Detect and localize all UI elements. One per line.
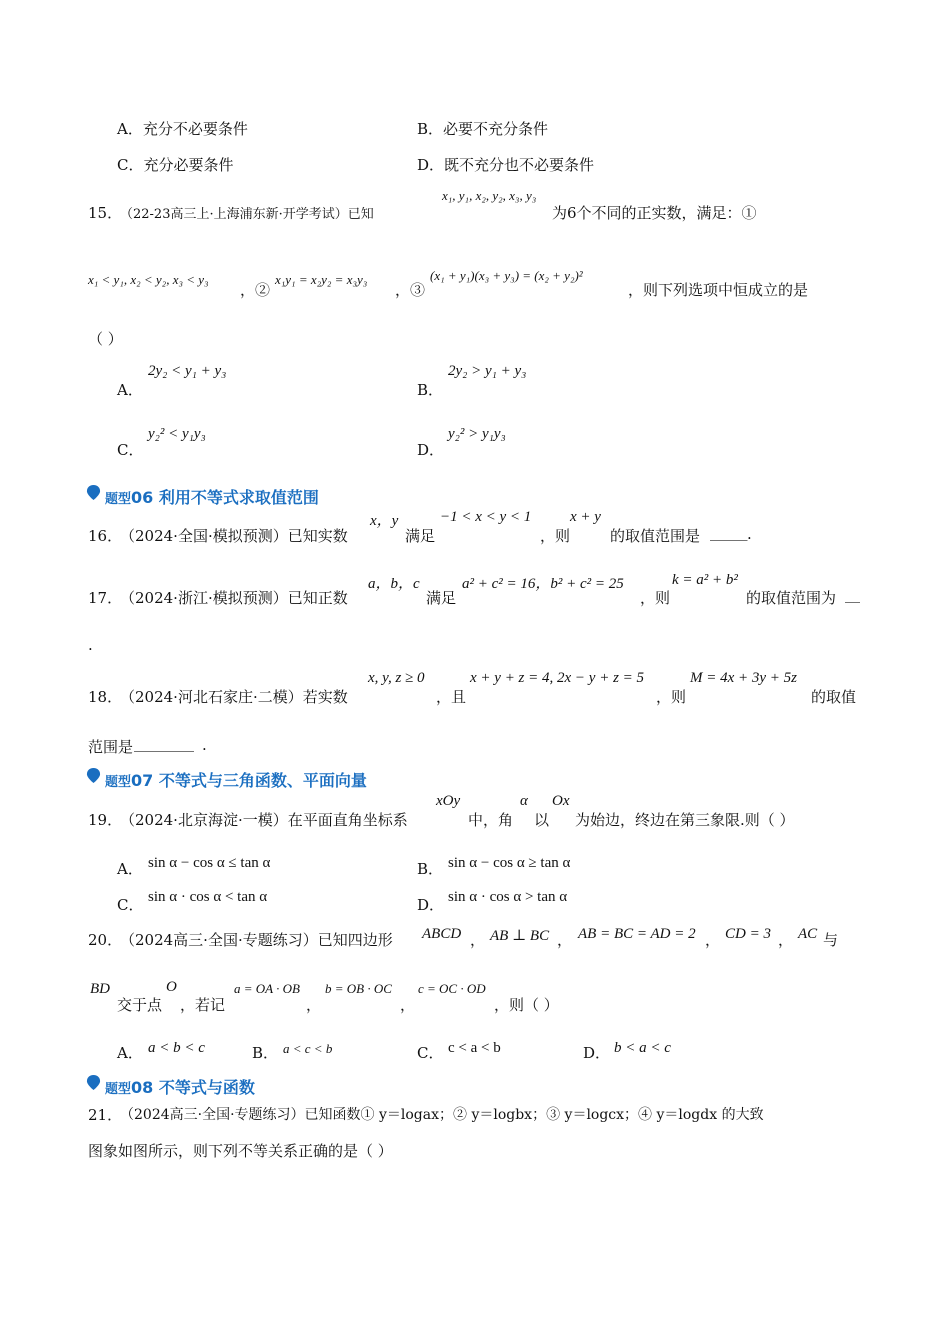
q19-option-c: sin α · cos α < tan α bbox=[148, 889, 268, 905]
q19-option-c-label: C． bbox=[117, 896, 144, 914]
q18-t2: ，则 bbox=[656, 688, 687, 706]
q15-cond1: x₁ < y₁, x₂ < y₂, x₃ < y₃ bbox=[88, 272, 209, 287]
q15-option-a: 2y₂ < y₁ + y₃ bbox=[148, 363, 227, 379]
q19-option-d: sin α · cos α > tan α bbox=[448, 889, 568, 905]
q14-option-b: B．必要不充分条件 bbox=[417, 120, 549, 138]
q20-t1: 与 bbox=[823, 931, 839, 949]
q17-end: . bbox=[88, 636, 93, 654]
q14-option-a: A．充分不必要条件 bbox=[117, 120, 248, 138]
q19-source: （2024·北京海淀·一模）在平面直角坐标系 bbox=[120, 811, 408, 829]
q15-cond3: (x₁ + y₁)(x₃ + y₃) = (x₂ + y₂)² bbox=[430, 268, 583, 283]
q20-option-d-label: D． bbox=[583, 1044, 611, 1062]
q16-cond: −1 < x < y < 1 bbox=[440, 509, 532, 525]
q20-t4: ，则（ ） bbox=[494, 996, 559, 1014]
q19-number: 19． bbox=[88, 811, 123, 829]
q20-comma-4: ， bbox=[778, 931, 794, 949]
q20-option-d: b < a < c bbox=[614, 1040, 671, 1056]
q16-t2: ，则 bbox=[540, 527, 571, 545]
q19-alpha: α bbox=[520, 793, 528, 809]
q17-number: 17． bbox=[88, 589, 123, 607]
q16-expr: x + y bbox=[570, 509, 601, 525]
q16-blank: _____ bbox=[710, 523, 748, 541]
q21-line2: 图象如图所示，则下列不等关系正确的是（ ） bbox=[88, 1142, 393, 1160]
q15-paren: （ ） bbox=[88, 330, 123, 348]
q19-option-b: sin α − cos α ≥ tan α bbox=[448, 855, 571, 871]
q20-source: （2024高三·全国·专题练习）已知四边形 bbox=[120, 931, 393, 949]
q18-blank: ________ bbox=[134, 734, 194, 752]
q17-t3: 的取值范围为 bbox=[746, 589, 837, 607]
q18-cond: x + y + z = 4, 2x − y + z = 5 bbox=[470, 670, 645, 686]
q19-option-d-label: D． bbox=[417, 896, 445, 914]
q17-source: （2024·浙江·模拟预测）已知正数 bbox=[120, 589, 348, 607]
q18-number: 18． bbox=[88, 688, 123, 706]
q20-option-a: a < b < c bbox=[148, 1040, 205, 1056]
q18-vars: x, y, z ≥ 0 bbox=[368, 670, 425, 686]
q15-option-b-label: B． bbox=[417, 381, 444, 399]
q20-option-b-label: B． bbox=[252, 1044, 279, 1062]
section-06-prefix: 题型 bbox=[105, 492, 132, 507]
q15-option-d: y₂² > y₁y₃ bbox=[448, 426, 506, 442]
q15-circle2: ，② bbox=[240, 281, 271, 299]
q16-number: 16． bbox=[88, 527, 123, 545]
q19-ox: Ox bbox=[552, 793, 570, 809]
section-08-prefix: 题型 bbox=[105, 1082, 132, 1097]
q14-option-d: D．既不充分也不必要条件 bbox=[417, 156, 595, 174]
section-08-heading bbox=[105, 1075, 255, 1098]
q15-source: （22-23高三上·上海浦东新·开学考试）已知 bbox=[120, 207, 374, 222]
q18-expr: M = 4x + 3y + 5z bbox=[690, 670, 798, 686]
q20-c3: CD = 3 bbox=[725, 926, 771, 942]
q19-option-a: sin α − cos α ≤ tan α bbox=[148, 855, 271, 871]
q15-vars: x₁, y₁, x₂, y₂, x₃, y₃ bbox=[442, 188, 537, 203]
section-08-title: 08 不等式与函数 bbox=[131, 1078, 255, 1097]
q20-c: c = OC · OD bbox=[418, 981, 486, 996]
q15-option-c-label: C． bbox=[117, 441, 144, 459]
q20-c1: AB ⊥ BC bbox=[490, 928, 550, 944]
q14-option-c: C．充分必要条件 bbox=[117, 156, 234, 174]
q20-c2: AB = BC = AD = 2 bbox=[578, 926, 696, 942]
q20-option-c-label: C． bbox=[417, 1044, 444, 1062]
q17-t2: ，则 bbox=[640, 589, 671, 607]
q17-vars: a，b，c bbox=[368, 576, 420, 592]
q20-comma-6: ， bbox=[400, 996, 416, 1014]
q18-t3: 的取值 bbox=[811, 688, 857, 706]
q19-option-a-label: A． bbox=[117, 860, 143, 878]
q16-end: . bbox=[747, 525, 752, 543]
q20-t2: 交于点 bbox=[117, 996, 163, 1014]
q17-t1: 满足 bbox=[426, 589, 457, 607]
q18-t1: ，且 bbox=[436, 688, 467, 706]
q17-blank: __ bbox=[845, 585, 860, 603]
section-07-title: 07 不等式与三角函数、平面向量 bbox=[131, 771, 367, 790]
q19-option-b-label: B． bbox=[417, 860, 444, 878]
q16-t3: 的取值范围是 bbox=[610, 527, 701, 545]
q20-t3: ，若记 bbox=[180, 996, 226, 1014]
q20-c4: AC bbox=[798, 926, 818, 942]
section-07-prefix: 题型 bbox=[105, 775, 132, 790]
q20-option-a-label: A． bbox=[117, 1044, 143, 1062]
q16-vars: x，y bbox=[370, 513, 399, 529]
q15-option-d-label: D． bbox=[417, 441, 445, 459]
q20-option-b: a < c < b bbox=[283, 1041, 333, 1056]
location-pin-icon bbox=[86, 485, 101, 500]
q19-t3: 为始边，终边在第三象限.则（ ） bbox=[575, 811, 795, 829]
q18-end: . bbox=[202, 736, 207, 754]
q18-line2: 范围是 bbox=[88, 738, 134, 756]
q17-expr: k = a² + b² bbox=[672, 572, 738, 588]
q20-comma-3: ， bbox=[705, 931, 721, 949]
q20-comma-1: ， bbox=[470, 931, 486, 949]
q15-number: 15． bbox=[88, 204, 123, 222]
q16-t1: 满足 bbox=[405, 527, 436, 545]
q15-option-b: 2y₂ > y₁ + y₃ bbox=[448, 363, 527, 379]
q15-circle3: ，③ bbox=[395, 281, 426, 299]
section-06-heading bbox=[105, 485, 319, 508]
q19-t2: 以 bbox=[534, 811, 550, 829]
q19-sys: xOy bbox=[436, 793, 461, 809]
section-06-title: 06 利用不等式求取值范围 bbox=[131, 488, 319, 507]
q20-number: 20． bbox=[88, 931, 123, 949]
q15-text2: ，则下列选项中恒成立的是 bbox=[628, 281, 809, 299]
q21-number: 21． bbox=[88, 1106, 123, 1124]
q20-comma-2: ， bbox=[557, 931, 573, 949]
q20-bd: BD bbox=[90, 981, 110, 997]
q15-cond2: x₁y₁ = x₂y₂ = x₃y₃ bbox=[275, 272, 368, 287]
section-07-heading bbox=[105, 768, 367, 791]
location-pin-icon bbox=[86, 768, 101, 783]
q19-t1: 中，角 bbox=[468, 811, 514, 829]
q20-option-c: c < a < b bbox=[448, 1040, 501, 1056]
q15-option-c: y₂² < y₁y₃ bbox=[148, 426, 206, 442]
q18-source: （2024·河北石家庄·二模）若实数 bbox=[120, 688, 348, 706]
q16-source: （2024·全国·模拟预测）已知实数 bbox=[120, 527, 348, 545]
q15-option-a-label: A． bbox=[117, 381, 143, 399]
q20-a: a = OA · OB bbox=[234, 981, 300, 996]
q15-text1: 为6个不同的正实数，满足：① bbox=[552, 204, 757, 222]
q20-b: b = OB · OC bbox=[325, 981, 392, 996]
q20-quad: ABCD bbox=[422, 926, 462, 942]
q17-cond: a² + c² = 16，b² + c² = 25 bbox=[462, 576, 624, 592]
q21-line1: （2024高三·全国·专题练习）已知函数① y＝logax；② y＝logbx；③ y＝logcx；④ y＝logdx 的大致 bbox=[120, 1107, 764, 1123]
q20-comma-5: ， bbox=[306, 996, 322, 1014]
location-pin-icon bbox=[86, 1075, 101, 1090]
q20-o: O bbox=[166, 979, 177, 995]
